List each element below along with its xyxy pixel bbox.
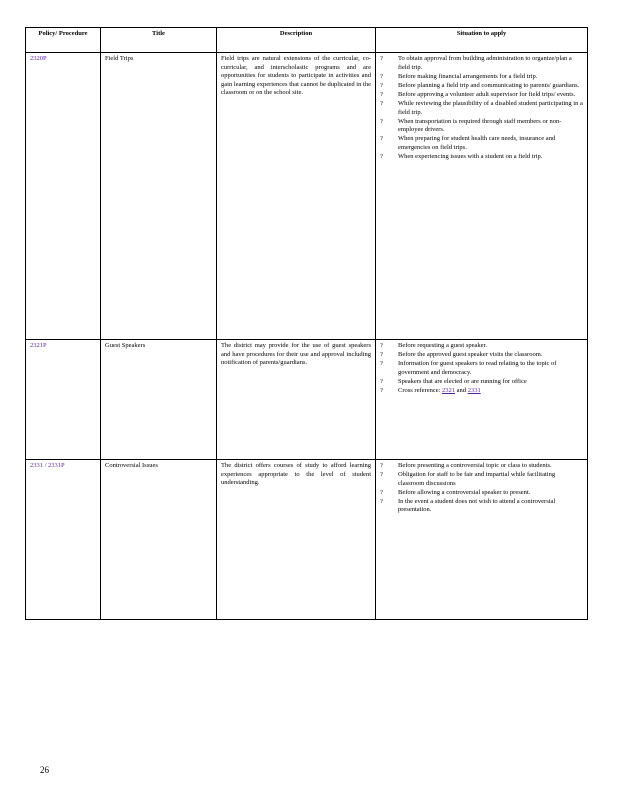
situation-text: Information for guest speakers to read relating to the topic of government and democracy. bbox=[398, 360, 557, 376]
cross-reference-separator: and bbox=[456, 386, 467, 394]
header-policy: Policy/ Procedure bbox=[26, 28, 101, 53]
cross-reference-link[interactable]: 2331 bbox=[467, 386, 481, 394]
policy-cell bbox=[26, 460, 101, 620]
table-row bbox=[26, 53, 588, 340]
situation-cell bbox=[376, 340, 588, 460]
situation-text: Before allowing a controversial speaker to present. bbox=[398, 488, 531, 496]
situation-text: Before the approved guest speaker visits the classroom. bbox=[398, 351, 543, 359]
list-item bbox=[380, 489, 583, 498]
bullet-glyph: ? bbox=[380, 488, 383, 496]
list-item bbox=[380, 91, 583, 100]
policy-cell bbox=[26, 53, 101, 340]
situation-text: Obligation for staff to be fair and impartial while facilitating classroom discussions bbox=[398, 471, 556, 487]
list-item bbox=[380, 55, 583, 72]
bullet-glyph: ? bbox=[380, 72, 383, 80]
policy-cell bbox=[26, 340, 101, 460]
bullet-glyph: ? bbox=[380, 497, 383, 505]
bullet-glyph: ? bbox=[380, 99, 383, 107]
list-item bbox=[380, 118, 583, 135]
list-item bbox=[380, 153, 583, 162]
situation-list bbox=[380, 342, 583, 396]
description-cell: The district may provide for the use of guest speakers and have procedures for their use and approval including notification of parents/guardians. bbox=[217, 340, 376, 460]
bullet-glyph: ? bbox=[380, 377, 383, 385]
situation-text: While reviewing the plausibility of a disabled student participating in a field trip. bbox=[398, 99, 583, 116]
bullet-glyph: ? bbox=[380, 135, 383, 143]
list-item bbox=[380, 498, 583, 515]
situation-text: To obtain approval from building administration to organize/plan a field trip. bbox=[398, 55, 572, 71]
title-cell: Guest Speakers bbox=[101, 340, 217, 460]
description-cell: The district offers courses of study to afford learning experiences appropriate to the level of student understanding. bbox=[217, 460, 376, 620]
header-description: Description bbox=[217, 28, 376, 53]
situation-text: In the event a student does not wish to attend a controversial presentation. bbox=[398, 497, 556, 514]
list-item bbox=[380, 342, 583, 351]
policy-link[interactable]: 2320P bbox=[30, 55, 47, 62]
bullet-glyph: ? bbox=[380, 351, 383, 359]
situation-text: Before approving a volunteer adult supervisor for field trips/ events. bbox=[398, 90, 576, 98]
list-item bbox=[380, 387, 583, 396]
situation-cell bbox=[376, 53, 588, 340]
list-item bbox=[380, 73, 583, 82]
situation-text: When experiencing issues with a student on a field trip. bbox=[398, 153, 543, 161]
list-item bbox=[380, 351, 583, 360]
policy-link[interactable]: 2321P bbox=[30, 342, 47, 349]
policy-link[interactable]: 2331 / 2331P bbox=[30, 462, 65, 469]
bullet-glyph: ? bbox=[380, 55, 383, 62]
situation-list bbox=[380, 55, 583, 162]
situation-text: When transportation is required through staff members or non-employee drivers. bbox=[398, 117, 562, 134]
list-item bbox=[380, 471, 583, 488]
bullet-glyph: ? bbox=[380, 342, 383, 349]
header-title: Title bbox=[101, 28, 217, 53]
list-item bbox=[380, 360, 583, 377]
header-situation: Situation to apply bbox=[376, 28, 588, 53]
list-item bbox=[380, 82, 583, 91]
list-item bbox=[380, 135, 583, 152]
situation-text: When preparing for student health care needs, insurance and emergencies on field trips. bbox=[398, 135, 556, 151]
table-row bbox=[26, 460, 588, 620]
bullet-glyph: ? bbox=[380, 386, 383, 394]
description-cell: Field trips are natural extensions of the curricular, co-curricular, and interscholastic programs and are opportunities for students to participate in activities and gain learning experiences that cannot be duplicated in the classroom or on the school site. bbox=[217, 53, 376, 340]
situation-text: Before planning a field trip and communicating to parents/ guardians. bbox=[398, 81, 580, 89]
situation-text: Speakers that are elected or are running for office bbox=[398, 377, 527, 385]
list-item bbox=[380, 100, 583, 117]
bullet-glyph: ? bbox=[380, 90, 383, 98]
header-row bbox=[26, 28, 588, 53]
title-cell: Controversial Issues bbox=[101, 460, 217, 620]
bullet-glyph: ? bbox=[380, 360, 383, 368]
cross-reference-label: Cross reference: bbox=[398, 386, 441, 394]
situation-text: Before presenting a controversial topic or class to students. bbox=[398, 462, 552, 469]
bullet-glyph: ? bbox=[380, 462, 383, 469]
bullet-glyph: ? bbox=[380, 471, 383, 479]
title-cell: Field Trips bbox=[101, 53, 217, 340]
policy-table bbox=[25, 27, 588, 620]
bullet-glyph: ? bbox=[380, 153, 383, 161]
list-item bbox=[380, 378, 583, 387]
situation-text: Before making financial arrangements for a field trip. bbox=[398, 72, 538, 80]
table-row bbox=[26, 340, 588, 460]
situation-text: Before requesting a guest speaker. bbox=[398, 342, 487, 349]
bullet-glyph: ? bbox=[380, 81, 383, 89]
page-number: 26 bbox=[40, 765, 49, 775]
situation-list bbox=[380, 462, 583, 515]
list-item bbox=[380, 462, 583, 471]
bullet-glyph: ? bbox=[380, 117, 383, 125]
cross-reference-link[interactable]: 2321 bbox=[442, 386, 456, 394]
situation-cell bbox=[376, 460, 588, 620]
